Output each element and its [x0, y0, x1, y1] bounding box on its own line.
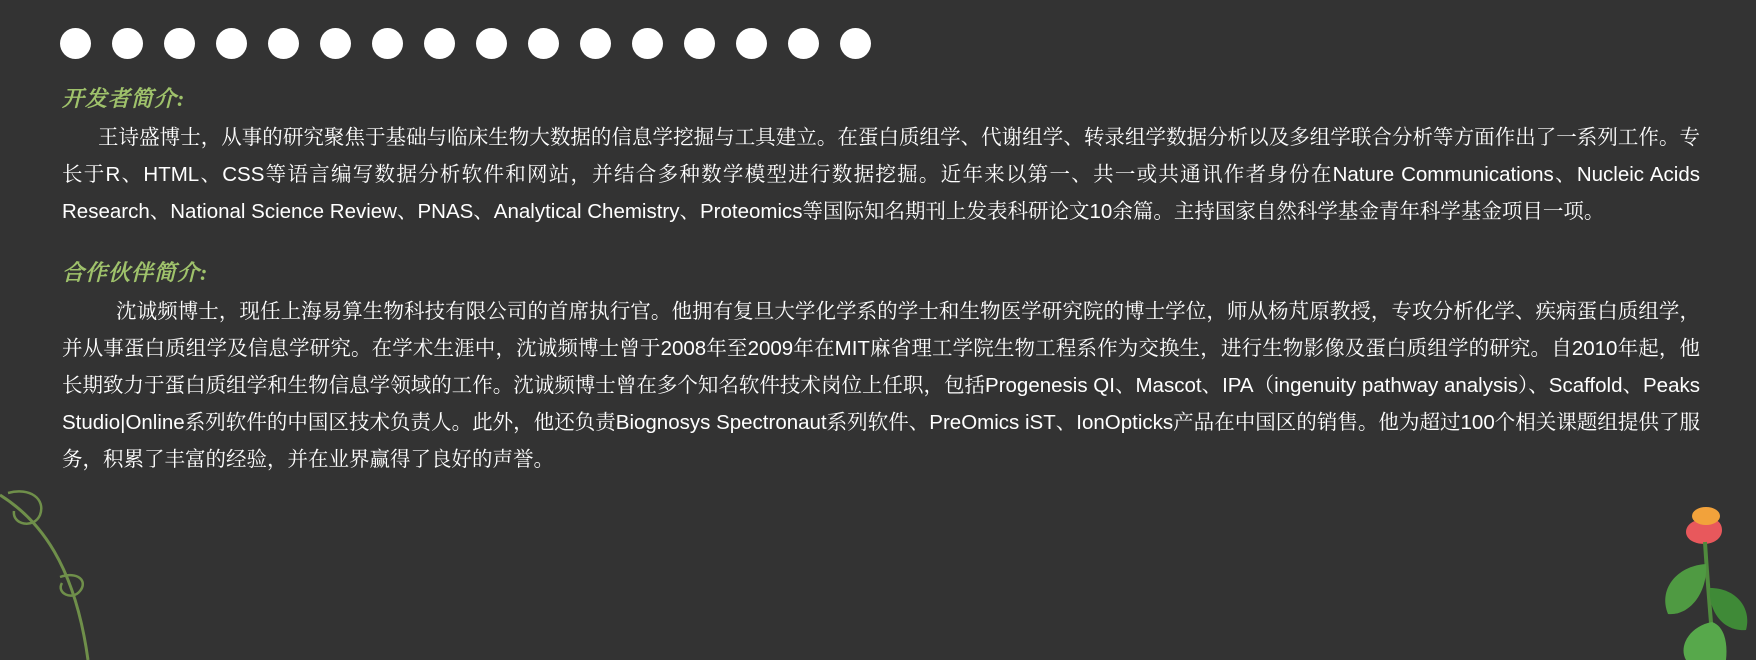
decor-dot-icon [528, 28, 559, 59]
decorative-dot-row [60, 28, 871, 59]
decor-dot-icon [684, 28, 715, 59]
developer-section-title: 开发者简介: [62, 86, 186, 111]
partner-section-paragraph: 沈诚频博士，现任上海易算生物科技有限公司的首席执行官。他拥有复旦大学化学系的学士和生物医学研究院的博士学位，师从杨芃原教授，专攻分析化学、疾病蛋白质组学，并从事蛋白质组学及信息学研究。在学术生涯中，沈诚频博士曾于2008年至2009年在MIT麻省理工学院生物工程系作为交换生，进行生物影像及蛋白质组学的研究。自2010年起，他长期致力于蛋白质组学和生物信息学领域的工作。沈诚频博士曾在多个知名软件技术岗位上任职，包括Progenesis QI、Mascot、IPA（ingenuity pathway analysis）、Scaffold、Peaks Studio|Online系列软件的中国区技术负责人。此外，他还负责Biognosys Spectronaut系列软件、PreOmics iST、IonOpticks产品在中国区的销售。他为超过100个相关课题组提供了服务，积累了丰富的经验，并在业界赢得了良好的声誉。 [62, 300, 1700, 471]
decor-dot-icon [320, 28, 351, 59]
decor-dot-icon [840, 28, 871, 59]
decor-dot-icon [372, 28, 403, 59]
decor-dot-icon [424, 28, 455, 59]
partner-section-title: 合作伙伴简介: [62, 260, 209, 285]
developer-section-paragraph: 王诗盛博士，从事的研究聚焦于基础与临床生物大数据的信息学挖掘与工具建立。在蛋白质组学、代谢组学、转录组学数据分析以及多组学联合分析等方面作出了一系列工作。专长于R、HTML、CSS等语言编写数据分析软件和网站，并结合多种数学模型进行数据挖掘。近年来以第一、共一或共通讯作者身份在Nature Communications、Nucleic Acids Research、National Science Review、PNAS、Analytical Chemistry、Proteomics等国际知名期刊上发表科研论文10余篇。主持国家自然科学基金青年科学基金项目一项。 [62, 126, 1700, 223]
decor-dot-icon [60, 28, 91, 59]
decor-dot-icon [268, 28, 299, 59]
decor-dot-icon [216, 28, 247, 59]
decor-dot-icon [112, 28, 143, 59]
decor-dot-icon [476, 28, 507, 59]
decor-dot-icon [164, 28, 195, 59]
decor-dot-icon [580, 28, 611, 59]
decor-dot-icon [788, 28, 819, 59]
slide-content [62, 82, 1700, 478]
flower-decoration-icon [1606, 480, 1756, 660]
decor-dot-icon [632, 28, 663, 59]
decor-dot-icon [736, 28, 767, 59]
vine-decoration-icon [0, 485, 130, 660]
